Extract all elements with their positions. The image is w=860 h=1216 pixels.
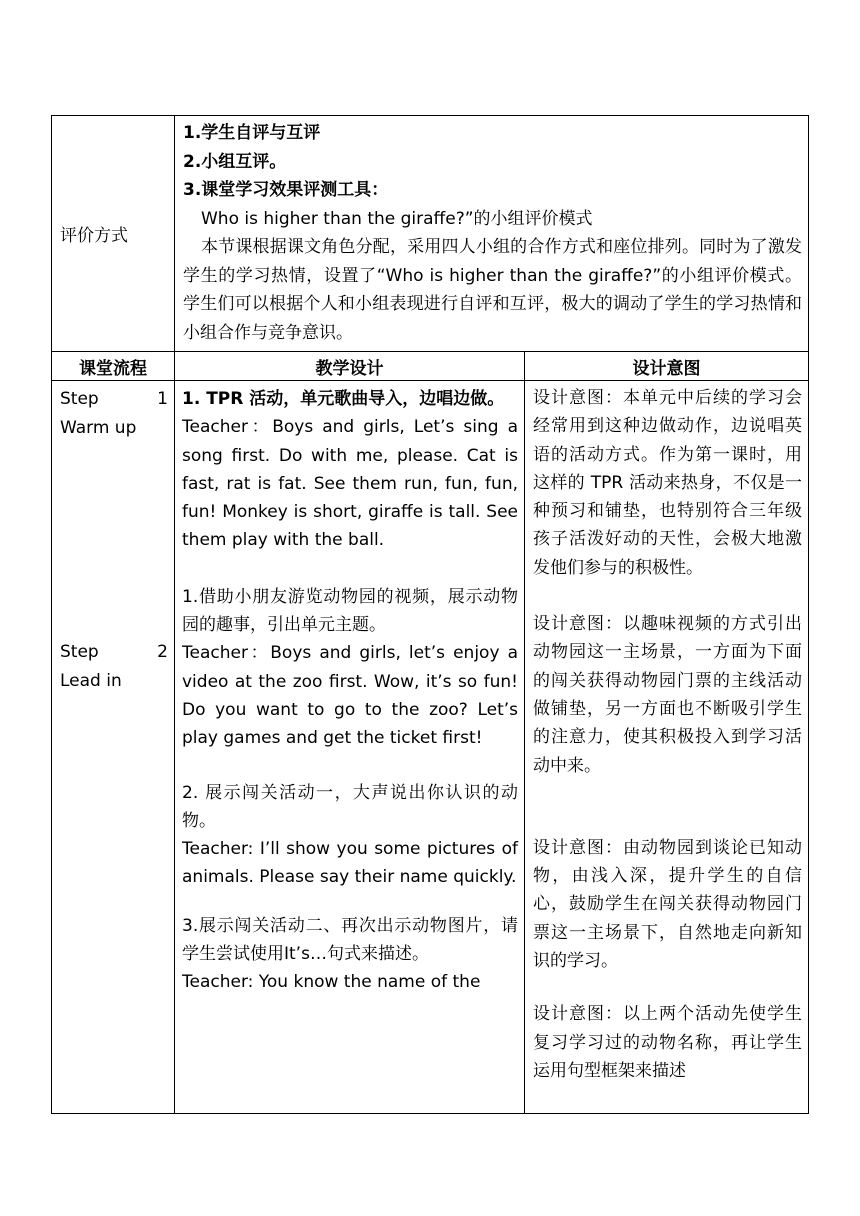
header-design: 教学设计	[175, 352, 525, 381]
content-row	[52, 381, 809, 1114]
activity-b1-title: 1.借助小朋友游览动物园的视频，展示动物园的趣事，引出单元主题。	[182, 586, 518, 636]
header-flow: 课堂流程	[52, 352, 175, 381]
activity-1-title: 1. TPR 活动，单元歌曲导入，边唱边做。	[182, 389, 505, 409]
design-cell	[175, 381, 525, 1114]
evaluation-item-1: 1.学生自评与互评	[183, 123, 321, 143]
step-1-number: 1	[157, 389, 168, 409]
evaluation-label: 评价方式	[52, 116, 175, 352]
header-row	[52, 352, 809, 381]
activity-b3-text: Teacher: You know the name of the	[182, 972, 481, 993]
step-2-word: Step	[60, 642, 99, 662]
step-2-name: Lead in	[60, 670, 122, 691]
activity-b1-text: Teacher：Boys and girls, let’s enjoy a video at the zoo first. Wow, it’s so fun! Do you want to go to the zoo? Let’s play games and get the ticket first!	[182, 643, 518, 749]
evaluation-tool: Who is higher than the giraffe?”的小组评价模式	[201, 208, 593, 229]
evaluation-content	[175, 116, 809, 352]
evaluation-paragraph: 本节课根据课文角色分配，采用四人小组的合作方式和座位排列。同时为了激发学生的学习热情，设置了“Who is higher than the giraffe?”的小组评价模式。学生们可以根据个人和小组表现进行自评和互评，极大的调动了学生的学习热情和小组合作与竞争意识。	[183, 237, 803, 343]
header-intent: 设计意图	[525, 352, 809, 381]
intent-4: 设计意图：以上两个活动先使学生复习学习过的动物名称，再让学生运用句型框架来描述	[533, 1004, 803, 1081]
lesson-plan-table	[51, 115, 809, 1114]
intent-1: 设计意图：本单元中后续的学习会经常用到这种边做动作，边说唱英语的活动方式。作为第一课时，用这样的 TPR 活动来热身，不仅是一种预习和铺垫，也特别符合三年级孩子活泼好动的天性，会极大地激发他们参与的积极性。	[533, 388, 803, 578]
evaluation-item-3: 3.课堂学习效果评测工具：	[183, 180, 389, 200]
step-2-heading	[60, 638, 168, 667]
evaluation-item-2: 2.小组互评。	[183, 151, 287, 172]
step-1-name: Warm up	[60, 417, 137, 438]
step-1-word: Step	[60, 389, 99, 409]
flow-cell	[52, 381, 175, 1114]
intent-3: 设计意图：由动物园到谈论已知动物，由浅入深，提升学生的自信心，鼓励学生在闯关获得动物园门票这一主场景下，自然地走向新知识的学习。	[533, 837, 803, 972]
activity-b2-text: Teacher: I’ll show you some pictures of animals. Please say their name quickly.	[182, 839, 518, 888]
intent-2: 设计意图：以趣味视频的方式引出动物园这一主场景，一方面为下面的闯关获得动物园门票的主线活动做铺垫，另一方面也不断吸引学生的注意力，使其积极投入到学习活动中来。	[533, 614, 803, 776]
activity-b3-title: 3.展示闯关活动二、再次出示动物图片，请学生尝试使用It’s…句式来描述。	[182, 915, 518, 965]
intent-cell	[525, 381, 809, 1114]
evaluation-row	[52, 116, 809, 352]
activity-1-text: Teacher：Boys and girls, Let’s sing a song first. Do with me, please. Cat is fast, rat is fat. See them run, fun, fun, fun! Monkey is short, giraffe is tall. See them play with the ball.	[182, 417, 518, 551]
step-1-heading	[60, 385, 168, 414]
step-2-number: 2	[157, 642, 168, 662]
activity-b2-title: 2. 展示闯关活动一，大声说出你认识的动物。	[182, 782, 518, 831]
